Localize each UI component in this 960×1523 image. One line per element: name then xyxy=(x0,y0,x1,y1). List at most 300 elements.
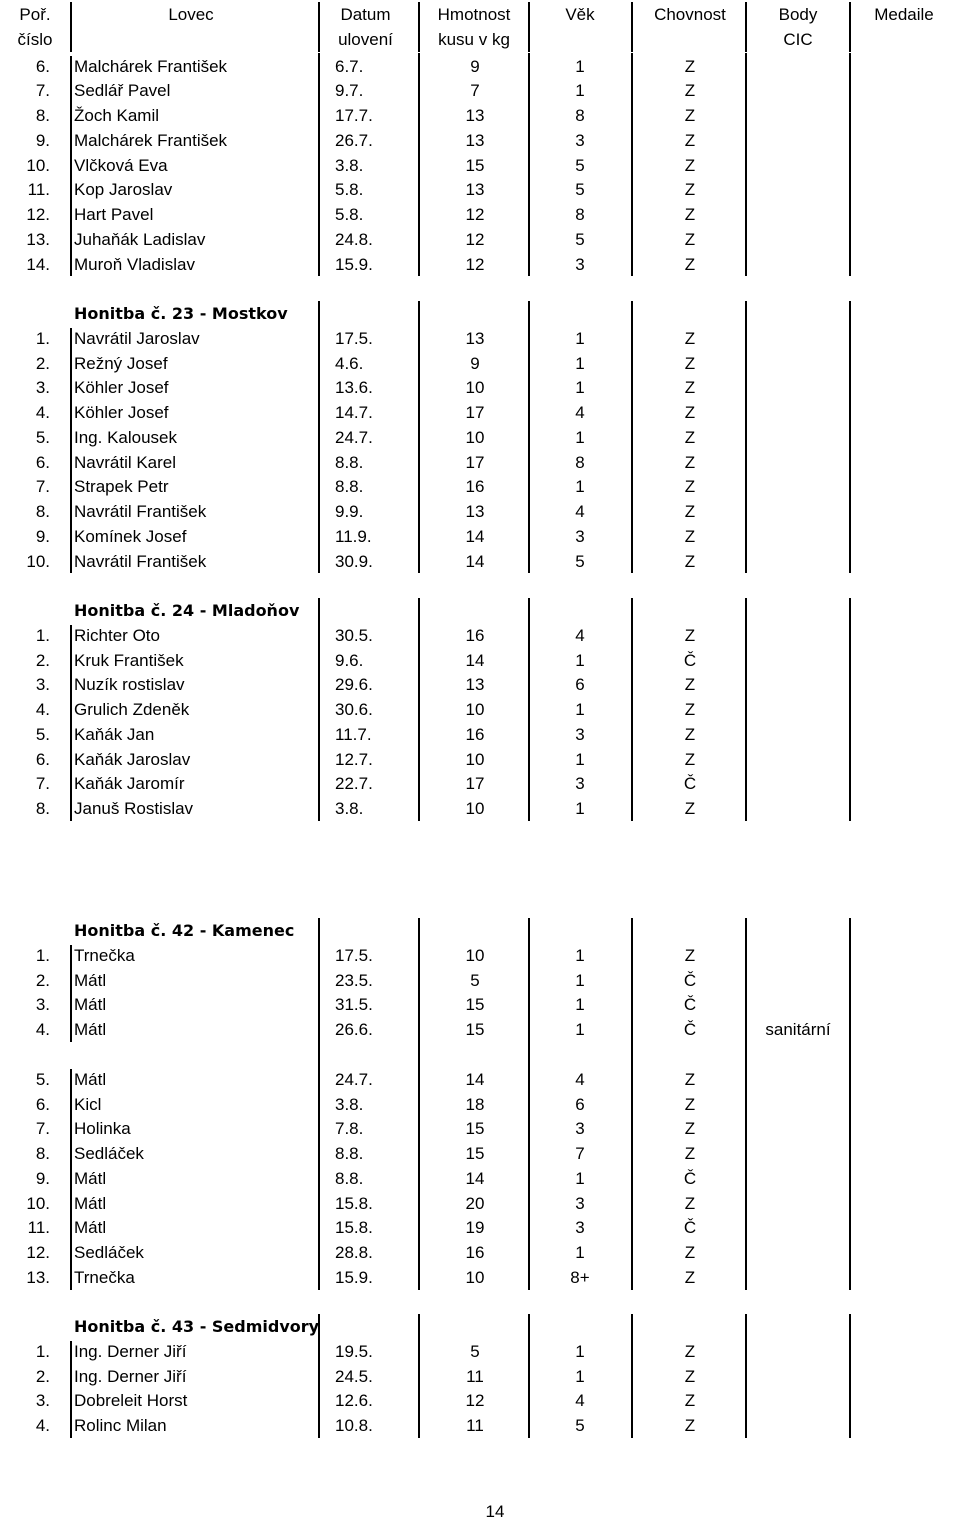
cell-wt: 13 xyxy=(465,675,485,695)
cell-note xyxy=(745,1339,851,1364)
cell-sx: Z xyxy=(684,675,696,695)
table-row xyxy=(0,549,960,574)
cell-sx: Z xyxy=(684,452,696,472)
cell-note xyxy=(745,227,851,252)
cell-name: Navrátil Jaroslav xyxy=(74,328,200,348)
column-divider xyxy=(318,598,320,821)
table-row xyxy=(0,450,960,475)
table-row xyxy=(0,1191,960,1216)
cell-sx: Z xyxy=(684,526,696,546)
cell-date: 15.8. xyxy=(335,1218,373,1238)
cell-age: 1 xyxy=(575,1341,585,1361)
header-divider xyxy=(745,2,747,52)
cell-sx: Z xyxy=(684,945,696,965)
cell-name: Kruk František xyxy=(74,650,184,670)
cell-date: 26.6. xyxy=(335,1020,373,1039)
cell-date: 12.6. xyxy=(335,1391,373,1411)
cell-name: Rolinc Milan xyxy=(74,1416,167,1435)
column-divider xyxy=(318,53,320,277)
cell-age: 1 xyxy=(575,1243,585,1262)
cell-age: 1 xyxy=(575,328,585,348)
column-divider xyxy=(631,598,633,821)
table-row xyxy=(0,1215,960,1240)
cell-wt: 16 xyxy=(465,724,485,744)
cell-date: 10.8. xyxy=(335,1416,373,1435)
cell-sx: Z xyxy=(684,353,696,373)
cell-wt: 14 xyxy=(465,551,485,571)
cell-sx: Z xyxy=(684,403,696,422)
cell-date: 29.6. xyxy=(335,675,373,695)
cell-sx: Z xyxy=(684,1243,696,1262)
cell-sx: Č xyxy=(683,650,697,670)
cell-date: 30.6. xyxy=(335,700,373,719)
cell-wt: 15 xyxy=(465,1119,485,1139)
column-divider xyxy=(745,53,747,277)
cell-num: 5. xyxy=(35,1069,50,1089)
column-divider xyxy=(745,598,747,821)
cell-age: 8 xyxy=(575,452,585,472)
cell-wt: 10 xyxy=(465,1267,485,1287)
column-divider xyxy=(318,1314,320,1438)
cell-age: 1 xyxy=(575,700,585,719)
cell-name: Muroň Vladislav xyxy=(74,254,195,274)
cell-name: Mátl xyxy=(74,970,107,990)
cell-date: 6.7. xyxy=(335,56,364,76)
table-row xyxy=(0,202,960,227)
cell-age: 3 xyxy=(575,130,585,150)
cell-age: 1 xyxy=(575,427,585,447)
column-divider xyxy=(528,918,530,1290)
table-row xyxy=(0,252,960,277)
cell-note xyxy=(745,1191,851,1216)
cell-date: 13.6. xyxy=(335,378,373,398)
cell-num: 6. xyxy=(35,749,50,769)
cell-sx: Z xyxy=(684,180,696,200)
cell-note xyxy=(745,968,851,993)
cell-sx: Z xyxy=(684,378,696,398)
cell-wt: 10 xyxy=(465,427,485,447)
cell-wt: 10 xyxy=(465,700,485,719)
cell-note xyxy=(745,992,851,1017)
cell-age: 1 xyxy=(575,970,585,990)
header-col-medal xyxy=(851,2,957,52)
table-row xyxy=(0,796,960,821)
column-divider xyxy=(418,1314,420,1438)
cell-num: 9. xyxy=(35,1168,50,1188)
cell-sx: Z xyxy=(684,799,696,818)
cell-name: Komínek Josef xyxy=(74,526,187,546)
cell-num: 2. xyxy=(35,1366,50,1386)
cell-num: 1. xyxy=(35,625,50,645)
cell-age: 3 xyxy=(575,526,585,546)
header-text: Chovnost xyxy=(654,5,726,24)
cell-num: 6. xyxy=(35,1094,50,1114)
cell-name: Malchárek František xyxy=(74,56,228,76)
table-row xyxy=(0,351,960,376)
row-number-divider xyxy=(70,328,72,574)
column-divider xyxy=(849,598,851,821)
cell-wt: 7 xyxy=(470,81,480,101)
cell-wt: 5 xyxy=(470,970,480,990)
cell-num: 1. xyxy=(35,328,50,348)
header-col-points xyxy=(747,2,849,52)
header-col-sex xyxy=(633,2,747,52)
cell-age: 4 xyxy=(575,1069,585,1089)
cell-num: 3. xyxy=(35,675,50,695)
cell-age: 1 xyxy=(575,56,585,76)
cell-name: Kaňák Jan xyxy=(74,724,155,744)
table-row xyxy=(0,1116,960,1141)
cell-num: 7. xyxy=(35,477,50,497)
table-row xyxy=(0,499,960,524)
cell-wt: 17 xyxy=(465,403,485,422)
column-divider xyxy=(745,301,747,573)
cell-date: 3.8. xyxy=(335,1094,364,1114)
cell-name: Mátl xyxy=(74,1218,107,1238)
cell-date: 14.7. xyxy=(335,403,373,422)
cell-name: Sedlář Pavel xyxy=(74,81,171,101)
cell-date: 9.7. xyxy=(335,81,364,101)
cell-date: 17.5. xyxy=(335,328,373,348)
cell-wt: 10 xyxy=(465,945,485,965)
cell-date: 7.8. xyxy=(335,1119,364,1139)
column-divider xyxy=(745,918,747,1290)
cell-date: 3.8. xyxy=(335,799,364,818)
cell-sx: Z xyxy=(684,1391,696,1411)
cell-num: 14. xyxy=(26,254,50,274)
cell-note xyxy=(745,771,851,796)
header-text: kusu v kg xyxy=(438,30,510,49)
cell-wt: 12 xyxy=(465,205,485,224)
cell-date: 5.8. xyxy=(335,180,364,200)
header-text: Hmotnost xyxy=(437,5,511,24)
cell-num: 13. xyxy=(26,1267,50,1287)
cell-wt: 9 xyxy=(470,353,480,373)
cell-num: 2. xyxy=(35,970,50,990)
cell-sx: Z xyxy=(684,229,696,249)
cell-note xyxy=(745,474,851,499)
cell-age: 1 xyxy=(575,378,585,398)
cell-date: 31.5. xyxy=(335,995,373,1015)
cell-date: 26.7. xyxy=(335,130,373,150)
cell-sx: Z xyxy=(684,1341,696,1361)
cell-date: 24.5. xyxy=(335,1366,373,1386)
column-divider xyxy=(418,598,420,821)
cell-name: Grulich Zdeněk xyxy=(74,700,190,719)
cell-name: Kaňák Jaroslav xyxy=(74,749,191,769)
cell-name: Malchárek František xyxy=(74,130,228,150)
table-row xyxy=(0,1141,960,1166)
cell-name: Trnečka xyxy=(74,945,135,965)
cell-note xyxy=(745,1166,851,1191)
cell-date: 12.7. xyxy=(335,749,373,769)
header-divider xyxy=(318,2,320,52)
table-row xyxy=(0,1339,960,1364)
cell-date: 23.5. xyxy=(335,970,373,990)
cell-age: 7 xyxy=(575,1144,585,1163)
cell-note xyxy=(745,499,851,524)
table-row xyxy=(0,425,960,450)
cell-date: 17.7. xyxy=(335,106,373,125)
cell-wt: 13 xyxy=(465,106,485,125)
column-divider xyxy=(528,598,530,821)
section-title: Honitba č. 43 - Sedmidvory xyxy=(74,1317,320,1336)
cell-sx: Z xyxy=(684,1267,696,1287)
cell-sx: Z xyxy=(684,205,696,224)
cell-wt: 16 xyxy=(465,1243,485,1262)
table-row xyxy=(0,968,960,993)
table-row xyxy=(0,524,960,549)
table-row xyxy=(0,992,960,1017)
cell-note xyxy=(745,1388,851,1413)
row-number-divider xyxy=(70,1069,72,1290)
cell-name: Navrátil František xyxy=(74,502,207,521)
cell-num: 9. xyxy=(35,130,50,150)
row-number-divider xyxy=(70,56,72,277)
cell-note xyxy=(745,1092,851,1117)
page-number: 14 xyxy=(485,1502,505,1521)
cell-note xyxy=(745,672,851,697)
cell-note xyxy=(745,326,851,351)
cell-note xyxy=(745,54,851,79)
table-row xyxy=(0,400,960,425)
cell-num: 10. xyxy=(26,1193,50,1213)
cell-num: 3. xyxy=(35,1391,50,1411)
cell-wt: 13 xyxy=(465,502,485,521)
table-row xyxy=(0,1166,960,1191)
table-row xyxy=(0,177,960,202)
cell-name: Kicl xyxy=(74,1094,102,1114)
cell-wt: 14 xyxy=(465,1168,485,1188)
cell-age: 6 xyxy=(575,1094,585,1114)
cell-note xyxy=(745,747,851,772)
table-row xyxy=(0,474,960,499)
cell-age: 5 xyxy=(575,551,585,571)
cell-wt: 12 xyxy=(465,1391,485,1411)
cell-note xyxy=(745,1215,851,1240)
cell-num: 4. xyxy=(35,700,50,719)
column-divider xyxy=(528,53,530,277)
cell-wt: 16 xyxy=(465,625,485,645)
section-title: Honitba č. 23 - Mostkov xyxy=(74,304,288,323)
column-divider xyxy=(631,1314,633,1438)
column-divider xyxy=(849,301,851,573)
cell-date: 8.8. xyxy=(335,1144,364,1163)
cell-name: Hart Pavel xyxy=(74,205,154,224)
cell-sx: Z xyxy=(684,1193,696,1213)
cell-name: Žoch Kamil xyxy=(74,106,160,125)
cell-note xyxy=(745,1141,851,1166)
header-col-date xyxy=(320,2,411,52)
cell-age: 1 xyxy=(575,945,585,965)
cell-note xyxy=(745,252,851,277)
cell-name: Mátl xyxy=(74,1168,107,1188)
cell-sx: Z xyxy=(684,427,696,447)
cell-wt: 10 xyxy=(465,749,485,769)
cell-num: 4. xyxy=(35,1416,50,1435)
cell-note xyxy=(745,1265,851,1290)
cell-num: 10. xyxy=(26,551,50,571)
cell-age: 4 xyxy=(575,502,585,521)
cell-sx: Z xyxy=(684,254,696,274)
cell-age: 5 xyxy=(575,180,585,200)
column-divider xyxy=(849,918,851,1290)
cell-note xyxy=(745,1364,851,1389)
cell-sx: Z xyxy=(684,1094,696,1114)
cell-date: 3.8. xyxy=(335,155,364,175)
column-divider xyxy=(318,301,320,573)
section-title: Honitba č. 24 - Mladoňov xyxy=(74,601,300,620)
cell-num: 5. xyxy=(35,724,50,744)
cell-note xyxy=(745,524,851,549)
column-divider xyxy=(849,1314,851,1438)
cell-age: 1 xyxy=(575,799,585,818)
cell-name: Strapek Petr xyxy=(74,477,169,497)
cell-note xyxy=(745,128,851,153)
cell-note: sanitární xyxy=(765,1020,831,1039)
cell-age: 3 xyxy=(575,254,585,274)
cell-name: Mátl xyxy=(74,1069,107,1089)
cell-wt: 12 xyxy=(465,254,485,274)
cell-sx: Z xyxy=(684,1119,696,1139)
cell-wt: 11 xyxy=(466,1416,484,1435)
cell-name: Köhler Josef xyxy=(74,378,169,398)
cell-age: 1 xyxy=(575,81,585,101)
cell-num: 1. xyxy=(35,945,50,965)
cell-num: 12. xyxy=(26,205,50,224)
cell-date: 17.5. xyxy=(335,945,373,965)
cell-wt: 10 xyxy=(465,378,485,398)
cell-wt: 5 xyxy=(470,1341,480,1361)
row-number-divider xyxy=(70,1341,72,1438)
cell-age: 1 xyxy=(575,1020,585,1039)
cell-wt: 12 xyxy=(465,229,485,249)
cell-age: 8 xyxy=(575,205,585,224)
cell-wt: 15 xyxy=(465,1020,485,1039)
cell-sx: Z xyxy=(684,551,696,571)
cell-age: 4 xyxy=(575,625,585,645)
cell-sx: Z xyxy=(684,1366,696,1386)
cell-sx: Č xyxy=(683,774,697,794)
table-row xyxy=(0,227,960,252)
cell-num: 2. xyxy=(35,353,50,373)
cell-sx: Z xyxy=(684,625,696,645)
header-text: CIC xyxy=(783,30,813,49)
cell-age: 1 xyxy=(575,477,585,497)
column-divider xyxy=(631,918,633,1290)
table-row xyxy=(0,1388,960,1413)
cell-sx: Z xyxy=(684,56,696,76)
cell-date: 8.8. xyxy=(335,1168,364,1188)
cell-wt: 11 xyxy=(466,1366,484,1386)
table-row xyxy=(0,722,960,747)
cell-wt: 10 xyxy=(465,799,485,818)
cell-name: Nuzík rostislav xyxy=(74,675,185,695)
cell-name: Trnečka xyxy=(74,1267,135,1287)
cell-age: 1 xyxy=(575,1168,585,1188)
cell-wt: 18 xyxy=(465,1094,485,1114)
column-divider xyxy=(318,918,320,1290)
table-row xyxy=(0,747,960,772)
cell-note xyxy=(745,153,851,178)
header-divider xyxy=(631,2,633,52)
cell-date: 4.6. xyxy=(335,353,364,373)
cell-num: 6. xyxy=(35,452,50,472)
cell-note xyxy=(745,177,851,202)
cell-age: 1 xyxy=(575,650,585,670)
cell-date: 30.9. xyxy=(335,551,373,571)
cell-age: 5 xyxy=(575,155,585,175)
cell-date: 24.7. xyxy=(335,427,373,447)
cell-note xyxy=(745,722,851,747)
cell-sx: Z xyxy=(684,477,696,497)
table-row xyxy=(0,1067,960,1092)
cell-num: 11. xyxy=(27,1218,50,1238)
cell-date: 30.5. xyxy=(335,625,373,645)
cell-age: 8+ xyxy=(570,1267,590,1287)
cell-wt: 17 xyxy=(465,774,485,794)
table-row xyxy=(0,623,960,648)
cell-age: 1 xyxy=(575,749,585,769)
header-text: Věk xyxy=(565,5,595,24)
cell-age: 3 xyxy=(575,1119,585,1139)
cell-date: 5.8. xyxy=(335,205,364,224)
table-row xyxy=(0,771,960,796)
cell-note xyxy=(745,1067,851,1092)
table-row xyxy=(0,1240,960,1265)
cell-date: 15.9. xyxy=(335,254,373,274)
column-divider xyxy=(418,301,420,573)
header-divider xyxy=(418,2,420,52)
cell-num: 11. xyxy=(27,180,50,200)
cell-age: 1 xyxy=(575,1366,585,1386)
table-row xyxy=(0,697,960,722)
cell-name: Sedláček xyxy=(74,1144,144,1163)
cell-note xyxy=(745,697,851,722)
cell-sx: Z xyxy=(684,724,696,744)
cell-note xyxy=(745,78,851,103)
cell-name: Januš Rostislav xyxy=(74,799,194,818)
cell-wt: 17 xyxy=(465,452,485,472)
cell-date: 28.8. xyxy=(335,1243,373,1262)
column-divider xyxy=(418,918,420,1290)
cell-age: 5 xyxy=(575,229,585,249)
cell-note xyxy=(745,1240,851,1265)
cell-age: 3 xyxy=(575,774,585,794)
cell-wt: 13 xyxy=(465,328,485,348)
header-col-number xyxy=(0,2,70,52)
cell-age: 1 xyxy=(575,353,585,373)
header-divider xyxy=(528,2,530,52)
cell-sx: Z xyxy=(684,130,696,150)
cell-wt: 14 xyxy=(465,526,485,546)
cell-num: 4. xyxy=(35,403,50,422)
cell-name: Navrátil František xyxy=(74,551,207,571)
cell-wt: 9 xyxy=(470,56,480,76)
cell-date: 15.8. xyxy=(335,1193,373,1213)
cell-name: Dobreleit Horst xyxy=(74,1391,188,1411)
cell-note xyxy=(745,623,851,648)
column-divider xyxy=(745,1314,747,1438)
cell-wt: 13 xyxy=(465,180,485,200)
table-row xyxy=(0,78,960,103)
cell-date: 8.8. xyxy=(335,477,364,497)
cell-num: 7. xyxy=(35,81,50,101)
cell-age: 6 xyxy=(575,675,585,695)
cell-sx: Z xyxy=(684,1069,696,1089)
cell-num: 1. xyxy=(35,1341,50,1361)
table-row xyxy=(0,648,960,673)
